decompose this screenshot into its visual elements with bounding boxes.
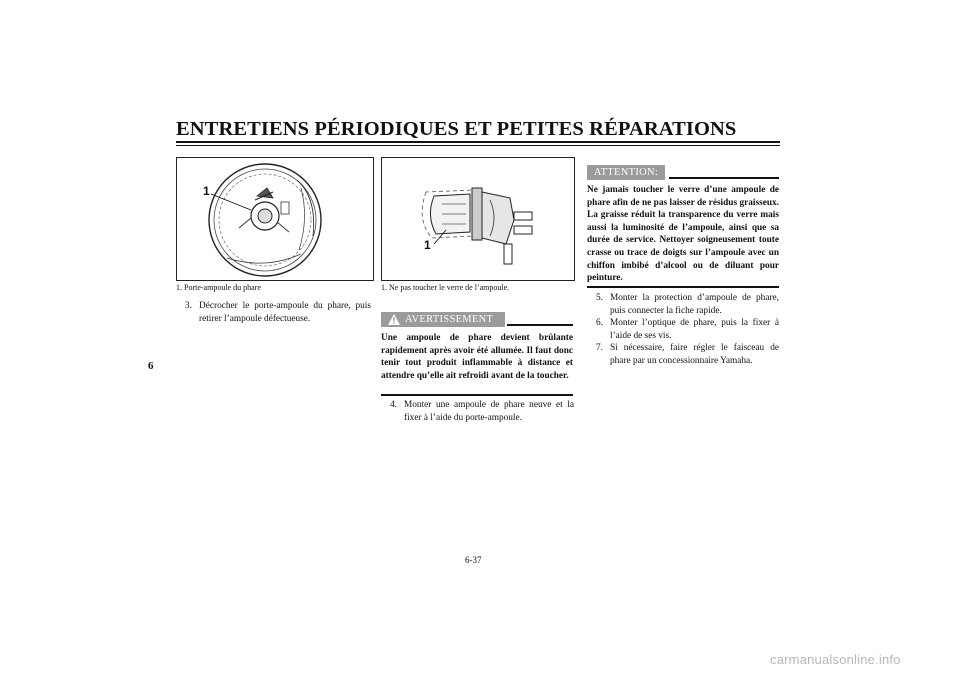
figure1-caption: 1. Porte-ampoule du phare bbox=[176, 283, 261, 292]
step-number: 6. bbox=[596, 318, 603, 329]
warning-label-text: AVERTISSEMENT bbox=[405, 314, 494, 325]
watermark: carmanualsonline.info bbox=[770, 652, 901, 667]
step-text: Monter la protection d’ampoule de phare, puis connecter la fiche rapide. bbox=[610, 293, 779, 316]
chapter-tab: 6 bbox=[148, 360, 154, 372]
step-text: Si nécessaire, faire régler le faisceau de phare par un concessionnaire Yamaha. bbox=[610, 343, 779, 366]
step-number: 7. bbox=[596, 343, 603, 354]
list-item bbox=[596, 342, 779, 367]
page-number: 6-37 bbox=[465, 555, 482, 565]
step-number: 5. bbox=[596, 293, 603, 303]
attention-bottom-rule bbox=[587, 286, 779, 288]
step-text: Monter l’optique de phare, puis la fixer à l’aide de ses vis. bbox=[610, 318, 779, 341]
figure2-callout: 1 bbox=[424, 238, 431, 252]
step-number: 3. bbox=[185, 301, 192, 311]
step-list bbox=[596, 292, 779, 368]
figure2-caption: 1. Ne pas toucher le verre de l’ampoule. bbox=[381, 283, 510, 292]
attention-header bbox=[587, 165, 779, 181]
figure-bulb bbox=[381, 157, 575, 281]
list-item bbox=[390, 399, 574, 424]
page-title: ENTRETIENS PÉRIODIQUES ET PETITES RÉPARATIONS bbox=[176, 118, 737, 140]
list-item bbox=[596, 292, 779, 317]
warning-label bbox=[381, 312, 505, 327]
attention-text: Ne jamais toucher le verre d’une ampoule de phare afin de ne pas laisser de résidus graisseux. La graisse réduit la transparence du verre mais aussi la luminosité de l’ampoule, ainsi que sa durée de service. Nettoyer soigneusement toute crasse ou trace de doigts sur l’ampoule avec un chiffon imbibé d’alcool ou de diluant pour peinture. bbox=[587, 185, 779, 284]
step-text: Monter une ampoule de phare neuve et la fixer à l’aide du porte-ampoule. bbox=[404, 400, 574, 423]
warning-text: Une ampoule de phare devient brûlante rapidement après avoir été allumée. Il faut donc tenir tout produit inflammable à distance et attendre qu’elle ait refroidi avant de la toucher. bbox=[381, 333, 573, 381]
warning-rule bbox=[507, 324, 573, 326]
warning-icon bbox=[388, 314, 400, 325]
list-item bbox=[596, 317, 779, 342]
figure1-callout: 1 bbox=[203, 184, 210, 198]
header-rule bbox=[176, 141, 780, 143]
bulb-illustration bbox=[382, 158, 574, 280]
figure-bulb-holder bbox=[176, 157, 374, 281]
warning-header bbox=[381, 312, 573, 328]
header-rule-thin bbox=[176, 145, 780, 146]
step-number: 4. bbox=[390, 400, 397, 410]
warning-bottom-rule bbox=[381, 394, 573, 396]
step-text: Décrocher le porte-ampoule du phare, puis retirer l’ampoule défectueuse. bbox=[199, 301, 371, 324]
step-list bbox=[390, 399, 574, 424]
list-item bbox=[185, 300, 371, 325]
step-list bbox=[185, 300, 371, 325]
headlight-rear-illustration bbox=[177, 158, 373, 280]
attention-rule bbox=[669, 177, 779, 179]
attention-label: ATTENTION: bbox=[587, 165, 665, 180]
